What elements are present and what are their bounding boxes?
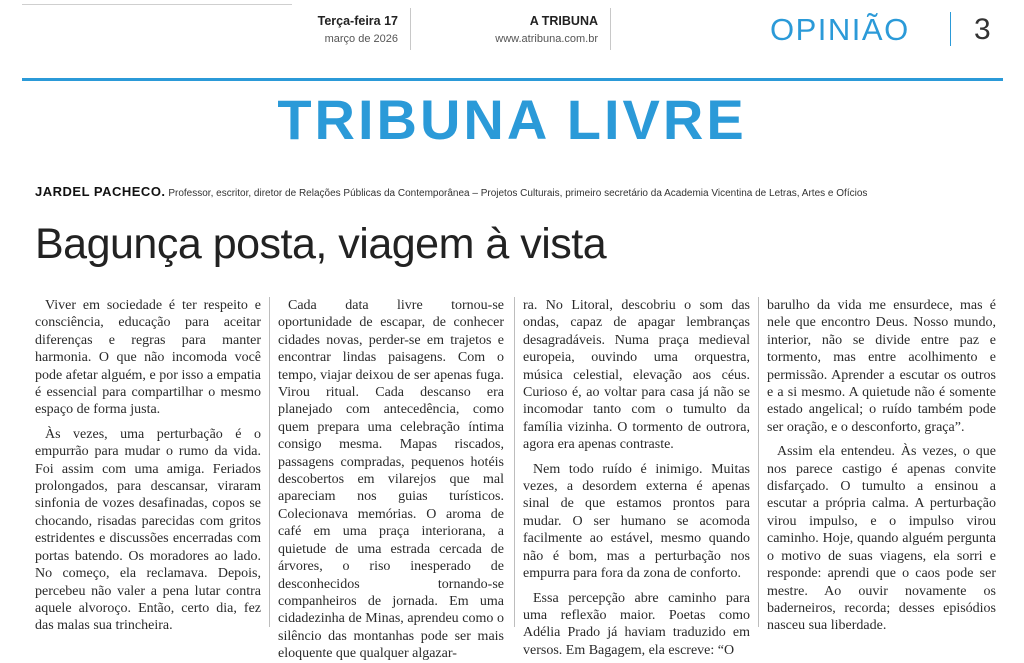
column-title: TRIBUNA LIVRE <box>277 88 747 151</box>
byline <box>35 184 1005 202</box>
issue-day: Terça-feira 17 <box>317 14 398 28</box>
header-divider <box>610 8 611 50</box>
paragraph: Essa percepção abre caminho para uma reflexão maior. Poetas como Adélia Prado já haviam traduzido em versos. Em Bagagem, ela escreve: “O <box>523 590 750 658</box>
issue-month: março de 2026 <box>324 33 398 45</box>
page-header <box>0 0 1024 80</box>
issue-date <box>298 13 398 47</box>
article-column-3 <box>523 297 750 658</box>
paragraph: Nem todo ruído é inimigo. Muitas vezes, a desordem externa é apenas sinal de que estamos prontos para mudar. O ser humano se acomoda facilmente ao estável, mesmo quando não é bom, mas a perturbação nos empurra para fora da zona de conforto. <box>523 461 750 582</box>
article-column-1 <box>35 297 261 637</box>
paragraph: Cada data livre tornou-se oportunidade de escapar, de conhecer cidades novas, perder-se em trajetos e encontrar lindas paisagens. Com o tempo, viajar deixou de ser apenas fuga. Virou ritual. Cada descanso era planejado com antecedência, como quem prepara uma celebração íntima consigo mesma. Mapas riscados, passagens compradas, pequenos hotéis descobertos em vilarejos que mal apareciam nos guias turísticos. Colecionava memórias. O aroma de café em uma praça interiorana, a quietude de uma estrada cercada de árvores, o riso inesperado de desconhecidos tornando-se companheiros de jornada. Em uma cidadezinha de Minas, aprendeu como o silêncio das montanhas pode ser mais eloquente que qualquer algazar- <box>278 298 504 662</box>
paragraph: Às vezes, uma perturbação é o empurrão para mudar o rumo da vida. Foi assim com uma amiga. Feriados prolongados, para descansar, viraram sinfonia de vozes desafinadas, copos se chocando, risadas parecidas com gritos estridentes e discussões encerradas com portas batendo. Os moradores ao lado. No começo, ela reclamava. Depois, percebeu não valer a pena lutar contra aquele alvoroço. Então, certo dia, fez das malas sua trincheira. <box>35 426 261 634</box>
paragraph: barulho da vida me ensurdece, mas é nele que encontro Deus. Nosso mundo, interior, não se divide entre paz e tormento, mas entre acolhimento e permissão. Aprender a escutar os outros e a si mesmo. A quietude não é somente estado angelical; o ruído também pode ser oração, e o desconforto, graça”. <box>767 298 996 435</box>
article-headline: Bagunça posta, viagem à vista <box>35 220 607 268</box>
header-divider <box>410 8 411 50</box>
newspaper-brand <box>488 13 598 47</box>
author-name: JARDEL PACHECO. <box>35 184 166 199</box>
section-divider <box>950 12 951 46</box>
newspaper-name: A TRIBUNA <box>529 14 598 28</box>
paragraph: Assim ela entendeu. Às vezes, o que nos parece castigo é apenas convite disfarçado. O tumulto a ensinou a escutar a própria calma. A perturbação virou impulso, e o impulso virou caminho. Hoje, quando alguém pergunta o motivo de suas viagens, ela sorri e responde: aprendi que o caos pode ser mestre. Ao ouvir novamente os baderneiros, recorda; desses episódios nasceu sua liberdade. <box>767 444 996 634</box>
column-divider <box>514 297 515 627</box>
header-accent-rule <box>22 78 1003 81</box>
author-bio: Professor, escritor, diretor de Relações Públicas da Contemporânea – Projetos Culturais, primeiro secretário da Academia Vicentina de Letras, Artes e Ofícios <box>168 188 868 199</box>
header-top-rule <box>22 4 292 5</box>
paragraph: ra. No Litoral, descobriu o som das ondas, capaz de apagar lembranças desagradáveis. Numa praça medieval europeia, ouvindo uma orquestra, música celestial, elevação aos céus. Curioso é, ao voltar para casa já não se incomodar tanto com o tumulto da família vizinha. O tormento de outrora, agora era apenas contraste. <box>523 298 750 453</box>
article-column-4 <box>767 297 996 637</box>
column-divider <box>269 297 270 627</box>
section-name: OPINIÃO <box>770 12 910 47</box>
column-divider <box>758 297 759 627</box>
article-column-2 <box>278 297 504 662</box>
page-number: 3 <box>974 13 991 46</box>
paragraph: Viver em sociedade é ter respeito e consciência, educação para aceitar diferenças e regras para manter harmonia. O que não incomoda você pode afetar alguém, e por isso a empatia é essencial para compartilhar o mesmo espaço de forma justa. <box>35 298 261 418</box>
newspaper-website: www.atribuna.com.br <box>495 33 598 45</box>
